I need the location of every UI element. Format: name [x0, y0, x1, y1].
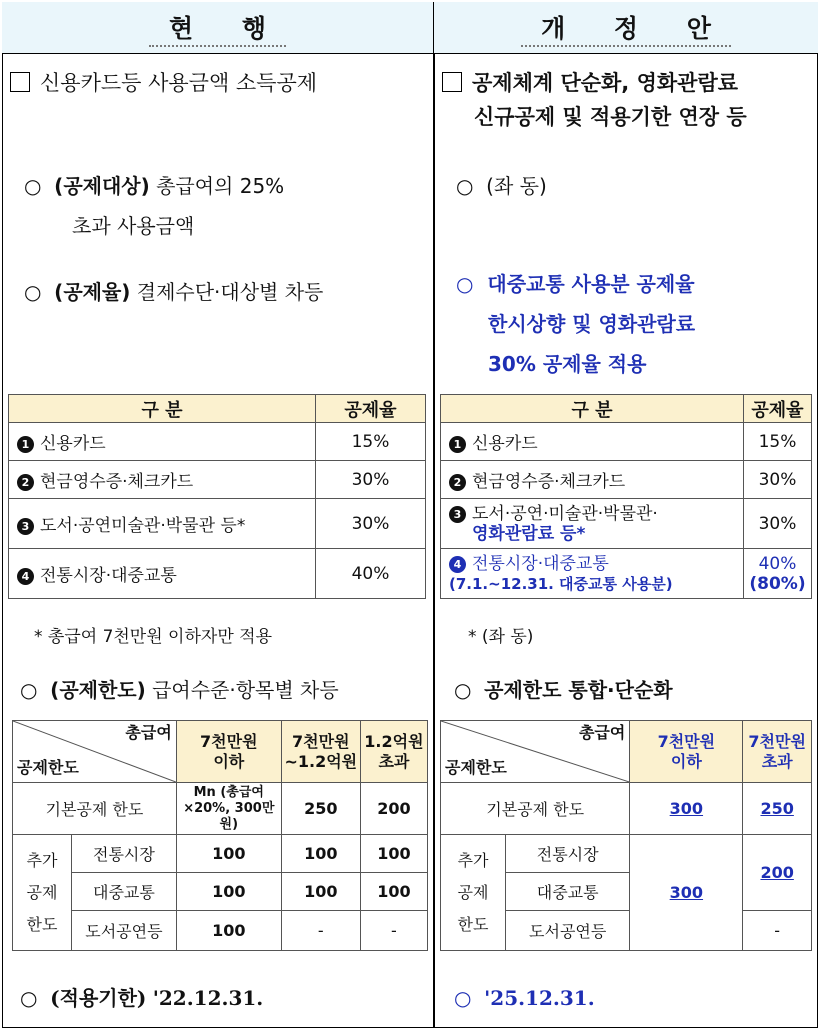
table-row: 도서공연등 -: [441, 911, 812, 951]
table-corner: 총급여 공제한도: [13, 721, 177, 783]
left-item-title: 신용카드등 사용금액 소득공제: [10, 66, 317, 100]
table-row: 대중교통 100 100 100: [13, 873, 428, 911]
right-limit: ○ 공제한도 통합·단순화: [454, 678, 673, 702]
left-limit: ○ (공제한도) 급여수준·항목별 차등: [20, 678, 339, 702]
table-row: 기본공제 한도 Mn (총급여 ×20%, 300만원) 250 200: [13, 783, 428, 835]
table-row: 추가 공제 한도 전통시장 300 200: [441, 835, 812, 873]
right-rate: ○ 대중교통 사용분 공제율 한시상향 및 영화관람료 30% 공제율 적용: [456, 272, 696, 376]
column-divider: [433, 2, 435, 1028]
right-target: ○ (좌 동): [456, 174, 547, 198]
right-header: [434, 2, 818, 54]
checkbox-square-icon: [442, 72, 462, 92]
left-target: ○ (공제대상) 총급여의 25% 초과 사용금액: [24, 174, 285, 238]
table-row: 4 전통시장·대중교통 40%: [9, 549, 426, 599]
table-row: 1 신용카드 15%: [441, 423, 812, 461]
table-row: 추가 공제 한도 전통시장 100 100 100: [13, 835, 428, 873]
table-corner: 총급여 공제한도: [441, 721, 630, 783]
left-limit-table: 총급여 공제한도 7천만원 이하 7천만원 ~1.2억원 1.2억원 초과 기본공제 한도 Mn (총급여 ×20%, 300만원) 250 200 추가 공제 한도 전통시장 100 100 100 대중교통 100 100 100 도서공연등 100 - -: [12, 720, 428, 951]
table-row: 1 신용카드 15%: [9, 423, 426, 461]
table-row: 3 도서·공연·미술관·박물관· 영화관람료 등* 30%: [441, 499, 812, 549]
right-header-text: 개 정 안: [521, 9, 731, 47]
left-rate-table: 구 분 공제율 1 신용카드 15% 2 현금영수증·체크카드 30% 3 도서·공연미술관·박물관 등* 30% 4 전통시장·대중교통 40%: [8, 394, 426, 599]
left-footnote: * 총급여 7천만원 이하자만 적용: [34, 627, 272, 647]
left-rate: ○ (공제율) 결제수단·대상별 차등: [24, 280, 324, 304]
checkbox-square-icon: [10, 72, 30, 92]
table-row: 도서공연등 100 - -: [13, 911, 428, 951]
right-rate-table: 구 분 공제율 1 신용카드 15% 2 현금영수증·체크카드 30% 3 도서·공연·미술관·박물관· 영화관람료 등* 30% 4 전통시장·대중교통 (7.1.~12.31. 대중교통 사용분) 40% (80%): [440, 394, 812, 599]
table-row: 2 현금영수증·체크카드 30%: [9, 461, 426, 499]
right-item-title: 공제체계 단순화, 영화관람료 신규공제 및 적용기한 연장 등: [442, 66, 814, 134]
table-row: 3 도서·공연미술관·박물관 등* 30%: [9, 499, 426, 549]
table-row: 대중교통: [441, 873, 812, 911]
table-row: 4 전통시장·대중교통 (7.1.~12.31. 대중교통 사용분) 40% (80%): [441, 549, 812, 599]
right-limit-table: 총급여 공제한도 7천만원 이하 7천만원 초과 기본공제 한도 300 250 추가 공제 한도 전통시장 300 200 대중교통 도서공연등 -: [440, 720, 812, 951]
right-footnote: * (좌 동): [468, 627, 534, 647]
right-period: ○ '25.12.31.: [454, 986, 595, 1010]
left-header: [2, 2, 433, 54]
left-period: ○ (적용기한) '22.12.31.: [20, 986, 264, 1010]
left-header-text: 현 행: [149, 9, 286, 47]
table-row: 기본공제 한도 300 250: [441, 783, 812, 835]
table-row: 2 현금영수증·체크카드 30%: [441, 461, 812, 499]
